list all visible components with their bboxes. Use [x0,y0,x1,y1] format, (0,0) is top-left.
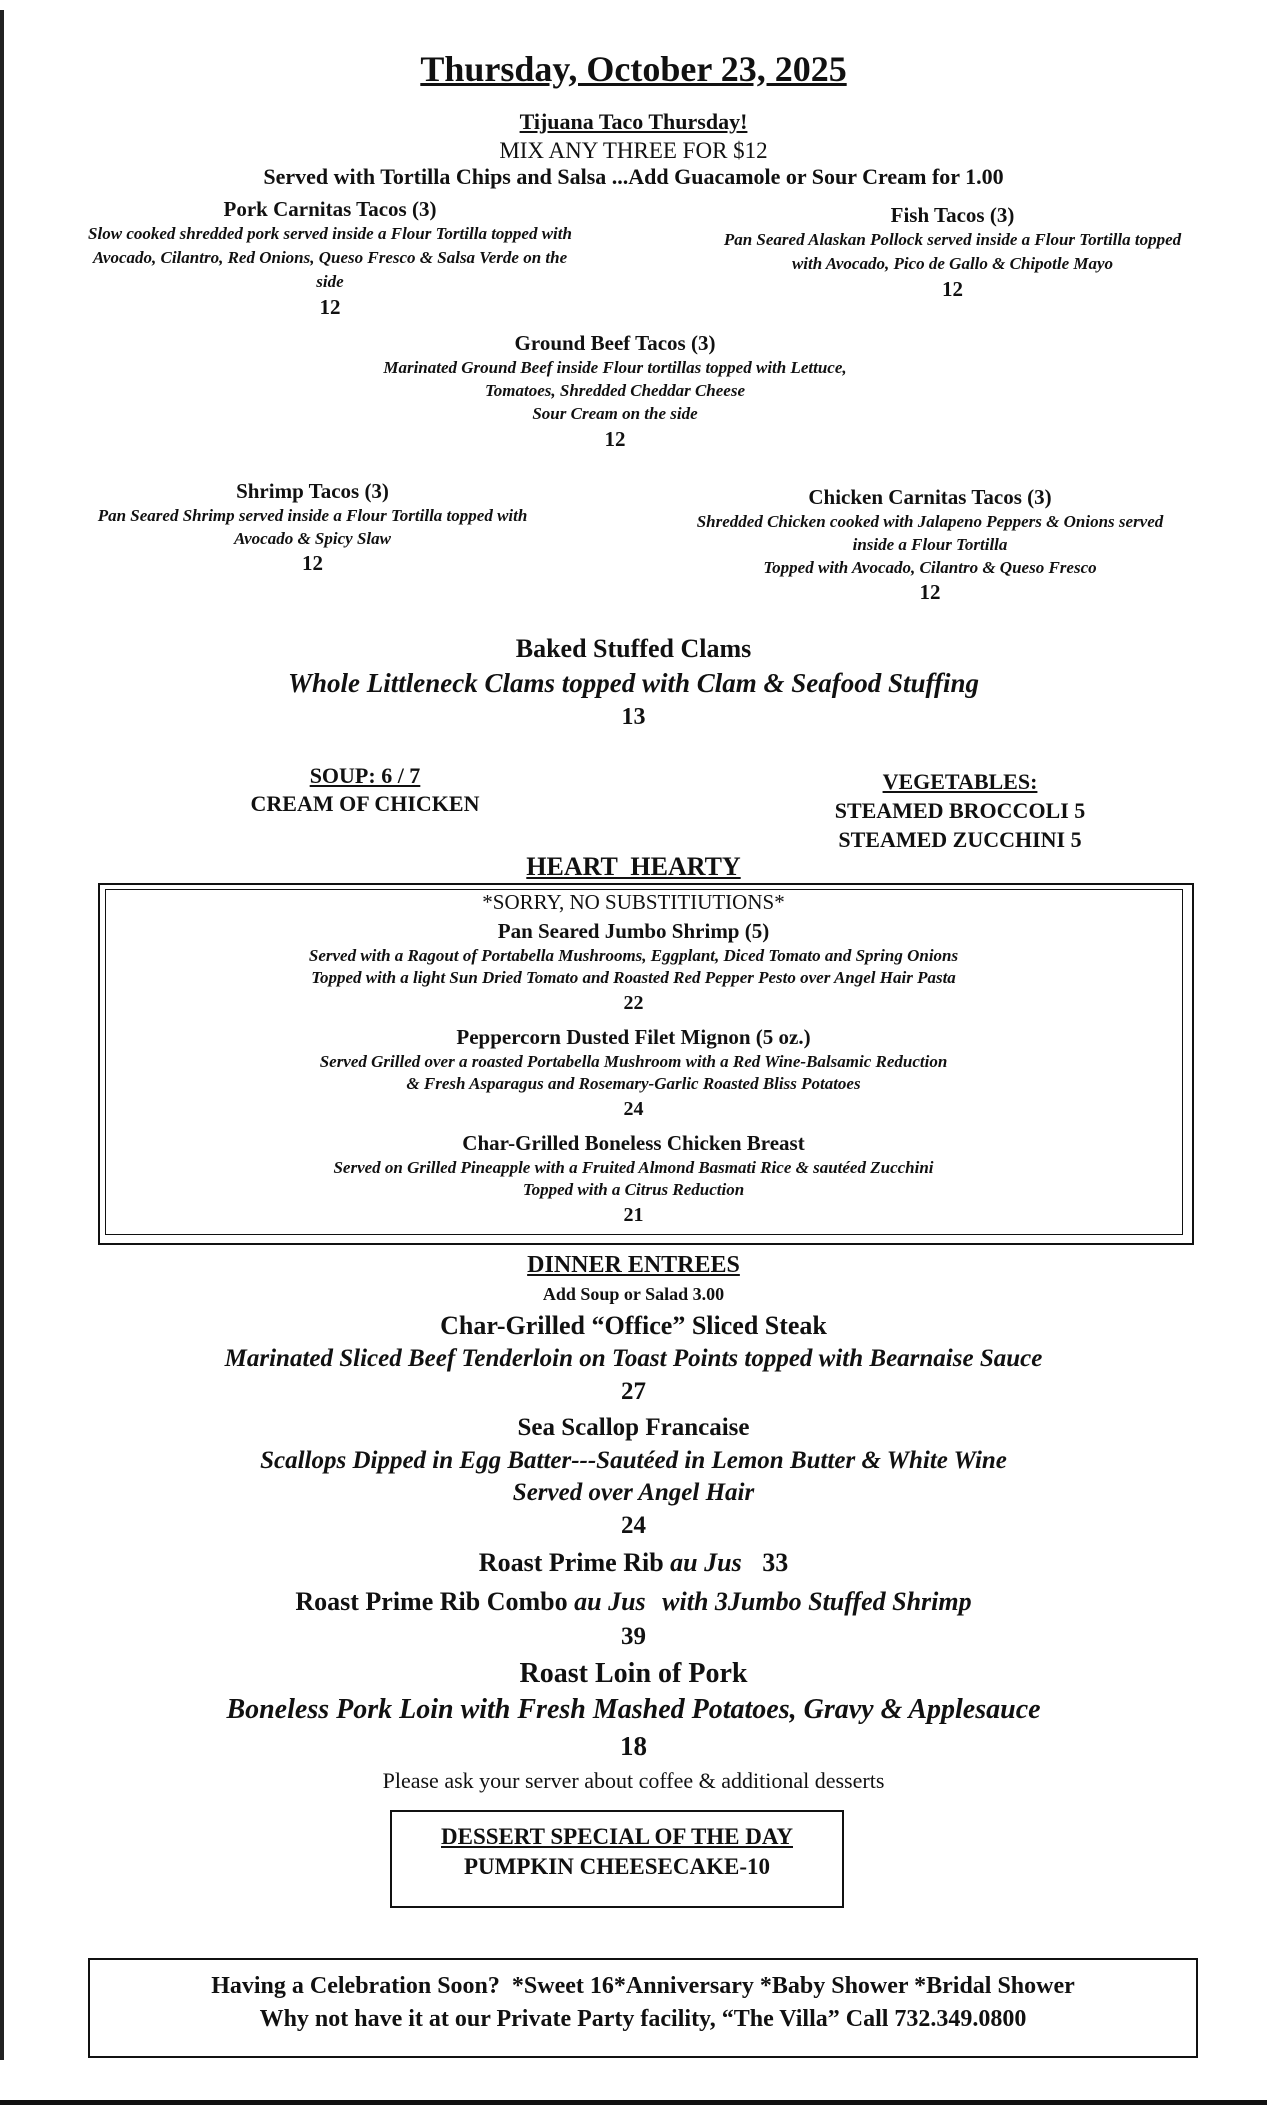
vegetables-section [760,768,1160,854]
heart-hearty-title: HEART HEARTY [526,852,741,881]
item-name: Roast Loin of Pork [519,1658,748,1689]
party-line-2: Why not have it at our Private Party facility, “The Villa” Call 732.349.0800 [259,2006,1027,2032]
soup-item: CREAM OF CHICKEN [250,791,480,816]
item-name: Baked Stuffed Clams [515,634,752,663]
taco-title: Tijuana Taco Thursday! [519,109,748,134]
item-desc: Shredded Chicken cooked with Jalapeno Peppers & Onions served inside a Flour Tortilla Topped with Avocado, Cilantro & Queso Fresco [696,512,1164,577]
page-title: Thursday, October 23, 2025 [420,49,847,89]
item-name: Sea Scallop Francaise [517,1414,750,1441]
taco-deal: MIX ANY THREE FOR $12 [499,138,768,163]
soup-section [180,762,550,818]
menu-item-pork-loin [0,1656,1267,1764]
entrees-title: DINNER ENTREES [527,1252,740,1278]
item-name: Shrimp Tacos (3) [236,479,389,503]
item-price: 12 [319,295,341,319]
menu-item-chicken-breast [0,1130,1267,1229]
coffee-note: Please ask your server about coffee & additional desserts [382,1768,885,1793]
party-box [88,1958,1198,2058]
menu-item-shrimp-tacos [40,478,585,576]
item-price: 22 [623,992,644,1014]
menu-item-prime-rib-combo: Roast Prime Rib Combo au Jus with 3Jumbo Stuffed Shrimp [295,1587,972,1616]
vegetables-item: STEAMED BROCCOLI 5 [834,798,1086,823]
item-name: Ground Beef Tacos (3) [514,331,716,355]
menu-item-pork-carnitas [30,196,630,320]
item-name: Pork Carnitas Tacos (3) [223,197,437,221]
heart-note: *SORRY, NO SUBSTITIUTIONS* [482,890,785,914]
item-price: 12 [302,551,323,575]
party-line-1: Having a Celebration Soon? *Sweet 16*Anniversary *Baby Shower *Bridal Shower [211,1973,1075,1999]
menu-item-prime-rib: Roast Prime Rib au Jus 33 [478,1548,789,1577]
item-price: 12 [942,277,963,301]
menu-item-jumbo-shrimp [0,918,1267,1017]
item-price: 18 [620,1731,647,1761]
item-name: Chicken Carnitas Tacos (3) [808,485,1052,509]
dessert-title: DESSERT SPECIAL OF THE DAY [441,1824,793,1849]
entrees-note: Add Soup or Salad 3.00 [542,1284,725,1304]
item-desc: Pan Seared Alaskan Pollock served inside a Flour Tortilla topped with Avocado, Pico de Gallo & Chipotle Mayo [723,230,1182,273]
item-name: Char-Grilled Boneless Chicken Breast [462,1131,805,1155]
item-desc: Served Grilled over a roasted Portabella Mushroom with a Red Wine-Balsamic Reduction & Fresh Asparagus and Rosemary-Garlic Roasted Bliss Potatoes [319,1052,948,1093]
item-price: 12 [604,427,626,451]
item-name: Pan Seared Jumbo Shrimp (5) [497,919,770,943]
item-price: 12 [919,580,941,604]
item-desc: Marinated Sliced Beef Tenderloin on Toast Points topped with Bearnaise Sauce [224,1345,1043,1372]
dessert-box [390,1810,844,1908]
item-desc: Marinated Ground Beef inside Flour tortillas topped with Lettuce, Tomatoes, Shredded Cheddar Cheese Sour Cream on the side [383,358,847,423]
item-desc: Served over Angel Hair [512,1479,755,1506]
menu-item-scallop [0,1411,1267,1542]
menu-item-ground-beef [290,330,940,453]
item-desc: Scallops Dipped in Egg Batter---Sautéed in Lemon Butter & White Wine [260,1447,1007,1474]
menu-item-chicken-carnitas [630,484,1230,605]
combo-price: 39 [621,1623,646,1650]
item-price: 13 [621,704,646,730]
item-price: 24 [621,1512,646,1539]
item-name: Peppercorn Dusted Filet Mignon (5 oz.) [456,1025,811,1049]
item-desc: Boneless Pork Loin with Fresh Mashed Potatoes, Gravy & Applesauce [226,1694,1041,1725]
menu-item-fish-tacos [665,202,1240,302]
item-desc: Served with a Ragout of Portabella Mushrooms, Eggplant, Diced Tomato and Spring Onions Topped with a light Sun Dried Tomato and Roasted Red Pepper Pesto over Angel Hair Pasta [308,946,959,987]
menu-item-office-steak [0,1309,1267,1408]
soup-title: SOUP: 6 / 7 [309,763,421,788]
item-price: 27 [621,1378,646,1405]
vegetables-title: VEGETABLES: [882,769,1038,794]
item-price: 24 [623,1098,644,1120]
dessert-item: PUMPKIN CHEESECAKE-10 [463,1854,771,1879]
item-desc: Pan Seared Shrimp served inside a Flour Tortilla topped with Avocado & Spicy Slaw [97,506,528,548]
taco-served: Served with Tortilla Chips and Salsa ...Add Guacamole or Sour Cream for 1.00 [263,164,1004,189]
menu-item-baked-clams [0,632,1267,734]
item-desc: Slow cooked shredded pork served inside a Flour Tortilla topped with Avocado, Cilantro, Red Onions, Queso Fresco & Salsa Verde on the side [88,224,572,291]
vegetables-item: STEAMED ZUCCHINI 5 [838,827,1082,852]
item-desc: Served on Grilled Pineapple with a Fruited Almond Basmati Rice & sautéed Zucchini Topped with a Citrus Reduction [333,1158,934,1199]
menu-item-filet-mignon [0,1024,1267,1123]
bottom-rule [0,2100,1267,2105]
item-price: 21 [623,1204,644,1226]
item-desc: Whole Littleneck Clams topped with Clam & Seafood Stuffing [287,668,980,698]
item-name: Char-Grilled “Office” Sliced Steak [440,1311,827,1340]
item-name: Fish Tacos (3) [890,203,1015,227]
